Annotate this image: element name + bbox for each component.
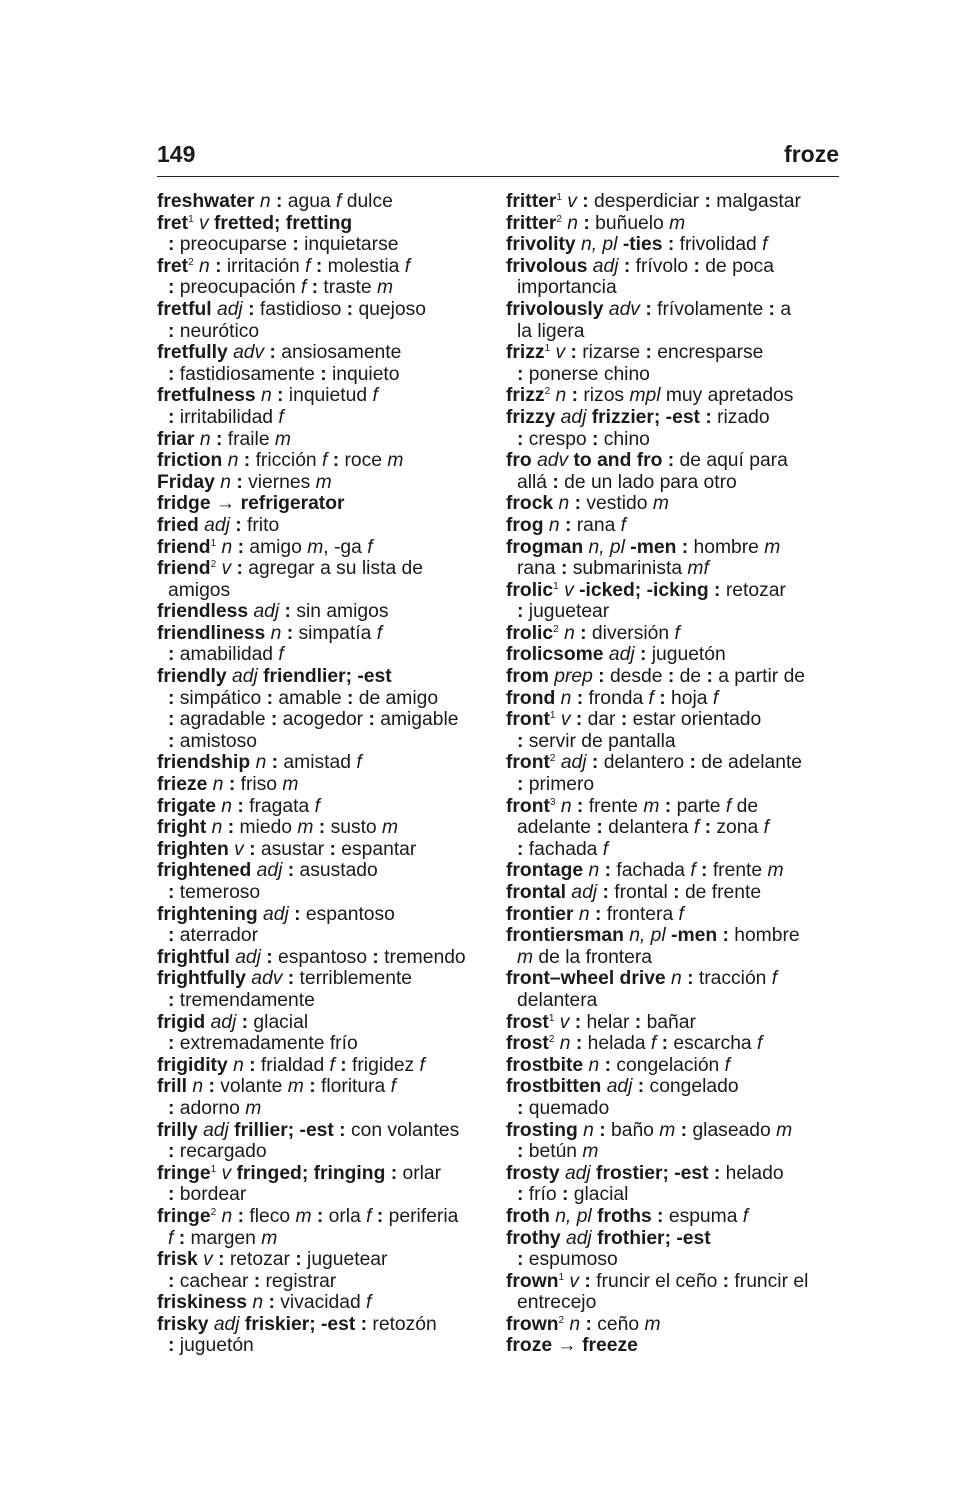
entry-line: frightened adj : asustado	[157, 860, 378, 882]
dictionary-entry	[506, 1228, 839, 1271]
dictionary-entry	[506, 515, 839, 537]
dictionary-entry	[157, 191, 497, 213]
entry-line: fret$^2$ n : irritación f : molestia f	[157, 255, 411, 277]
entry-continuation-line: : tremendamente	[168, 989, 315, 1011]
entry-line: friend$^2$ v : agregar a su lista de	[157, 558, 423, 580]
entry-line: fridge → refrigerator	[157, 493, 345, 515]
dictionary-entry	[157, 1206, 497, 1249]
entry-line: frightfully adv : terriblemente	[157, 968, 413, 990]
entry-continuation-line: : servir de pantalla	[517, 730, 676, 752]
entry-continuation-line: : fastidiosamente : inquieto	[168, 363, 400, 385]
dictionary-entry	[157, 774, 497, 796]
entry-line: frostbitten adj : congelado	[506, 1076, 739, 1098]
entry-line: friar n : fraile m	[157, 428, 291, 450]
dictionary-entry	[157, 450, 497, 472]
dictionary-entry	[157, 385, 497, 428]
dictionary-entry	[157, 537, 497, 559]
dictionary-entry	[157, 666, 497, 752]
dictionary-entry	[506, 623, 839, 645]
dictionary-entry	[506, 256, 839, 299]
dictionary-entry	[506, 796, 839, 861]
dictionary-entry	[506, 860, 839, 882]
entry-line: frisk v : retozar : juguetear	[157, 1249, 388, 1271]
dictionary-entry	[157, 1012, 497, 1055]
dictionary-entry	[506, 385, 839, 407]
entry-line: friendliness n : simpatía f	[157, 622, 383, 644]
entry-continuation-line: adelante : delantera f : zona f	[517, 817, 769, 839]
dictionary-entry	[157, 623, 497, 666]
dictionary-entry	[157, 947, 497, 969]
dictionary-entry	[506, 191, 839, 213]
entry-line: frigate n : fragata f	[157, 795, 320, 817]
entry-line: friskiness n : vivacidad f	[157, 1292, 372, 1314]
entry-line: frontal adj : frontal : de frente	[506, 882, 762, 903]
entry-continuation-line: rana : submarinista mf	[517, 558, 709, 580]
entry-continuation-line: : fachada f	[517, 838, 609, 860]
entry-line: frothy adj frothier; -est	[506, 1227, 711, 1249]
entry-line: frieze n : friso m	[157, 774, 299, 796]
entry-continuation-line: : amabilidad f	[168, 644, 284, 666]
entry-continuation-line: entrecejo	[517, 1292, 597, 1314]
dictionary-entry	[506, 1055, 839, 1077]
entry-continuation-line: : juguetón	[168, 1335, 254, 1357]
entry-line: frivolous adj : frívolo : de poca	[506, 255, 774, 277]
entry-continuation-line: : ponerse chino	[517, 363, 650, 385]
dictionary-entry	[157, 213, 497, 256]
entry-line: frontiersman n, pl -men : hombre	[506, 925, 800, 947]
dictionary-entry	[157, 1292, 497, 1314]
entry-line: frostbite n : congelación f	[506, 1054, 730, 1076]
entry-line: from prep : desde : de : a partir de	[506, 666, 806, 688]
entry-line: friendless adj : sin amigos	[157, 601, 389, 623]
dictionary-entry	[157, 1249, 497, 1292]
entry-line: frizz$^1$ v : rizarse : encresparse	[506, 342, 764, 364]
dictionary-entry	[506, 1033, 839, 1055]
entry-line: frosting n : baño m : glaseado m	[506, 1119, 793, 1141]
dictionary-entry	[157, 1055, 497, 1077]
entry-continuation-line: la ligera	[517, 320, 585, 342]
entry-line: frill n : volante m : floritura f	[157, 1076, 396, 1098]
entry-line: freshwater n : agua f dulce	[157, 191, 393, 212]
entry-line: fritter$^2$ n : buñuelo m	[506, 212, 686, 234]
entry-line: frighten v : asustar : espantar	[157, 838, 417, 860]
dictionary-entry	[506, 688, 839, 710]
entry-continuation-line: : preocuparse : inquietarse	[168, 234, 399, 256]
dictionary-entry	[506, 925, 839, 968]
entry-line: frilly adj frillier; -est : con volantes	[157, 1119, 460, 1141]
entry-line: friend$^1$ n : amigo m, -ga f	[157, 536, 373, 558]
entry-continuation-line: m de la frontera	[517, 946, 653, 968]
entry-line: frock n : vestido m	[506, 493, 669, 515]
entry-line: Friday n : viernes m	[157, 471, 332, 493]
entry-line: frigidity n : frialdad f : frigidez f	[157, 1054, 425, 1076]
entry-line: frontage n : fachada f : frente m	[506, 860, 784, 882]
entry-continuation-line: : simpático : amable : de amigo	[168, 687, 439, 709]
entry-continuation-line: : frío : glacial	[517, 1184, 629, 1206]
entry-line: fright n : miedo m : susto m	[157, 817, 399, 839]
entry-continuation-line: : betún m	[517, 1141, 599, 1163]
entry-line: frolicsome adj : juguetón	[506, 644, 726, 666]
dictionary-entry	[506, 666, 839, 688]
entry-continuation-line: : juguetear	[517, 601, 610, 623]
entry-continuation-line: : cachear : registrar	[168, 1270, 337, 1292]
dictionary-entry	[506, 752, 839, 795]
entry-line: fringe$^1$ v fringed; fringing : orlar	[157, 1162, 442, 1184]
dictionary-entry	[506, 1012, 839, 1034]
entry-line: fried adj : frito	[157, 514, 280, 536]
entry-continuation-line: : crespo : chino	[517, 428, 650, 450]
entry-line: frightening adj : espantoso	[157, 903, 395, 925]
dictionary-entry	[506, 904, 839, 926]
entry-line: frivolity n, pl -ties : frivolidad f	[506, 234, 768, 256]
entry-line: frolic$^1$ v -icked; -icking : retozar	[506, 579, 786, 601]
entry-continuation-line: : bordear	[168, 1184, 247, 1206]
dictionary-entry	[157, 904, 497, 947]
entry-line: frown$^1$ v : fruncir el ceño : fruncir el	[506, 1270, 809, 1292]
entry-line: frogman n, pl -men : hombre m	[506, 536, 781, 558]
page-header	[157, 141, 839, 175]
dictionary-entry	[506, 1271, 839, 1314]
entry-line: fretful adj : fastidioso : quejoso	[157, 298, 426, 320]
entry-line: frontier n : frontera f	[506, 903, 684, 925]
entry-continuation-line: : amistoso	[168, 730, 257, 752]
dictionary-entry	[506, 709, 839, 752]
entry-continuation-line: : recargado	[168, 1141, 267, 1163]
dictionary-entry	[506, 580, 839, 623]
entry-continuation-line: : temeroso	[168, 882, 261, 903]
dictionary-entry	[157, 472, 497, 494]
entry-line: friendship n : amistad f	[157, 752, 362, 774]
entry-line: friendly adj friendlier; -est	[157, 666, 392, 688]
dictionary-entry	[157, 796, 497, 818]
dictionary-entry	[157, 1163, 497, 1206]
left-column	[157, 191, 497, 1357]
entry-continuation-line: importancia	[517, 277, 617, 299]
entry-continuation-line: delantera	[517, 989, 598, 1011]
entry-line: friction n : fricción f : roce m	[157, 450, 404, 472]
dictionary-entry	[506, 407, 839, 450]
dictionary-entry	[157, 558, 497, 601]
dictionary-entry	[157, 515, 497, 537]
guide-word: froze	[784, 141, 839, 167]
dictionary-entry	[506, 450, 839, 493]
entry-continuation-line: : irritabilidad f	[168, 406, 284, 428]
entry-line: frizzy adj frizzier; -est : rizado	[506, 406, 770, 428]
entry-continuation-line: : extremadamente frío	[168, 1033, 358, 1055]
entry-line: fritter$^1$ v : desperdiciar : malgastar	[506, 191, 801, 212]
dictionary-entry	[157, 968, 497, 1011]
entry-continuation-line: : agradable : acogedor : amigable	[168, 709, 459, 731]
dictionary-entry	[506, 644, 839, 666]
dictionary-entry	[506, 1335, 839, 1357]
dictionary-entry	[157, 860, 497, 903]
entry-line: frisky adj friskier; -est : retozón	[157, 1313, 437, 1335]
entry-continuation-line: : primero	[517, 774, 595, 796]
entry-continuation-line: allá : de un lado para otro	[517, 471, 737, 493]
entry-line: front$^1$ v : dar : estar orientado	[506, 709, 762, 731]
entry-line: frost$^2$ n : helada f : escarcha f	[506, 1033, 763, 1055]
dictionary-entry	[157, 299, 497, 342]
dictionary-entry	[506, 537, 839, 580]
entry-line: frightful adj : espantoso : tremendo	[157, 946, 466, 968]
entry-line: frosty adj frostier; -est : helado	[506, 1162, 784, 1184]
dictionary-entry	[506, 968, 839, 1011]
entry-continuation-line: : neurótico	[168, 320, 260, 342]
entry-line: frivolously adv : frívolamente : a	[506, 298, 792, 320]
dictionary-entry	[157, 493, 497, 515]
entry-line: frolic$^2$ n : diversión f	[506, 622, 680, 644]
dictionary-entry	[506, 342, 839, 385]
dictionary-entry	[506, 1314, 839, 1336]
dictionary-entry	[506, 299, 839, 342]
dictionary-entry	[506, 234, 839, 256]
entry-line: fret$^1$ v fretted; fretting	[157, 212, 353, 234]
entry-continuation-line: f : margen m	[168, 1227, 278, 1249]
entry-line: front–wheel drive n : tracción f	[506, 968, 778, 990]
entry-line: frond n : fronda f : hoja f	[506, 687, 719, 709]
entry-continuation-line: : preocupación f : traste m	[168, 277, 394, 299]
entry-continuation-line: amigos	[168, 579, 231, 601]
dictionary-entry	[157, 752, 497, 774]
dictionary-entry	[157, 1076, 497, 1119]
entry-continuation-line: : adorno m	[168, 1097, 262, 1119]
dictionary-entry	[506, 882, 839, 904]
entry-line: frog n : rana f	[506, 514, 627, 536]
dictionary-entry	[157, 601, 497, 623]
dictionary-entry	[506, 1163, 839, 1206]
dictionary-entry	[506, 493, 839, 515]
entry-line: fro adv to and fro : de aquí para	[506, 450, 788, 472]
entry-line: front$^2$ adj : delantero : de adelante	[506, 752, 803, 774]
dictionary-entry	[157, 256, 497, 299]
entry-line: frost$^1$ v : helar : bañar	[506, 1011, 696, 1033]
dictionary-entry	[506, 1206, 839, 1228]
dictionary-entry	[157, 429, 497, 451]
dictionary-entry	[157, 817, 497, 839]
entry-line: fretfulness n : inquietud f	[157, 385, 378, 407]
dictionary-entry	[506, 213, 839, 235]
entry-line: fringe$^2$ n : fleco m : orla f : periferia	[157, 1205, 459, 1227]
right-column	[506, 191, 839, 1357]
entry-line: frown$^2$ n : ceño m	[506, 1313, 661, 1335]
header-rule	[157, 176, 839, 177]
entry-line: front$^3$ n : frente m : parte f de	[506, 795, 759, 817]
entry-line: frizz$^2$ n : rizos mpl muy apretados	[506, 385, 794, 407]
entry-continuation-line: : espumoso	[517, 1249, 618, 1271]
entry-continuation-line: : quemado	[517, 1097, 610, 1119]
entry-line: froth n, pl froths : espuma f	[506, 1205, 749, 1227]
page-number: 149	[157, 141, 196, 167]
dictionary-entry	[506, 1076, 839, 1119]
entry-continuation-line: : aterrador	[168, 925, 259, 947]
dictionary-entry	[506, 1120, 839, 1163]
dictionary-entry	[157, 839, 497, 861]
dictionary-entry	[157, 1314, 497, 1357]
dictionary-entry	[157, 1120, 497, 1163]
dictionary-entry	[157, 342, 497, 385]
entry-line: froze → freeze	[506, 1335, 638, 1357]
entry-line: fretfully adv : ansiosamente	[157, 342, 402, 364]
entry-line: frigid adj : glacial	[157, 1011, 309, 1033]
